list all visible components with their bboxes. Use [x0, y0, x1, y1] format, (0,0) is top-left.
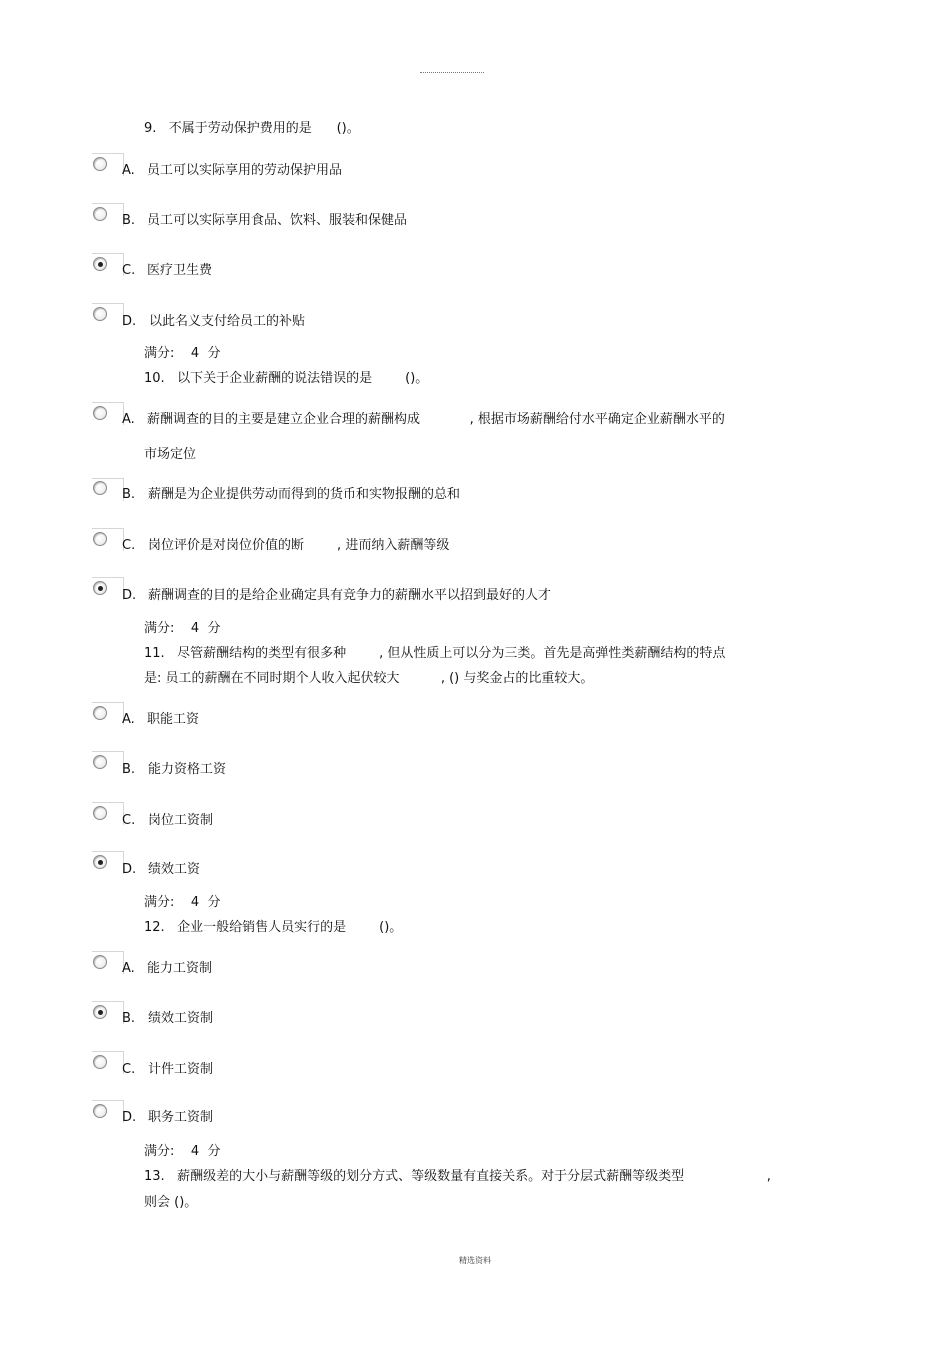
radio-button-q10-b[interactable] [93, 481, 107, 495]
option-text-q9-b[interactable]: 员工可以实际享用食品、饮料、服装和保健品 [147, 213, 408, 228]
question-10-text: 10. 以下关于企业薪酬的说法错误的是 ()。 [144, 371, 429, 386]
option-text-q10-a[interactable]: 薪酬调查的目的主要是建立企业合理的薪酬构成 , 根据市场薪酬给付水平确定企业薪酬水平的 [147, 412, 725, 427]
option-text-q10-d[interactable]: 薪酬调查的目的是给企业确定具有竞争力的薪酬水平以招到最好的人才 [148, 588, 552, 603]
question-13-text: 13. 薪酬级差的大小与薪酬等级的划分方式、等级数量有直接关系。对于分层式薪酬等级类型 , [144, 1169, 771, 1184]
option-letter: D. [122, 588, 137, 603]
radio-button-q10-d-selected[interactable] [93, 581, 107, 595]
option-text-q12-d[interactable]: 职务工资制 [148, 1110, 214, 1125]
option-letter: D. [122, 862, 137, 877]
option-text-q12-a[interactable]: 能力工资制 [147, 961, 213, 976]
page-footer: 精选资料 [459, 1256, 491, 1265]
option-letter: A. [122, 412, 135, 427]
question-11-text: 11. 尽管薪酬结构的类型有很多种 , 但从性质上可以分为三类。首先是高弹性类薪酬结构的特点 [144, 646, 726, 661]
radio-button-q12-b-selected[interactable] [93, 1005, 107, 1019]
score-q12: 满分: 4 分 [144, 1144, 221, 1159]
question-11-text-cont: 是: 员工的薪酬在不同时期个人收入起伏较大 , () 与奖金占的比重较大。 [144, 671, 594, 686]
question-13-text-cont: 则会 ()。 [144, 1195, 198, 1210]
radio-button-q10-a[interactable] [93, 406, 107, 420]
option-text-q12-b[interactable]: 绩效工资制 [148, 1011, 214, 1026]
option-text-q11-a[interactable]: 职能工资 [147, 712, 200, 727]
radio-button-q11-d-selected[interactable] [93, 855, 107, 869]
option-letter: C. [122, 813, 136, 828]
option-letter: C. [122, 263, 136, 278]
option-letter: B. [122, 213, 136, 228]
header-rule [420, 72, 484, 73]
option-text-q10-c[interactable]: 岗位评价是对岗位价值的断 , 进而纳入薪酬等级 [148, 538, 450, 553]
option-letter: C. [122, 538, 136, 553]
option-text-q10-b[interactable]: 薪酬是为企业提供劳动而得到的货币和实物报酬的总和 [148, 487, 461, 502]
option-letter: A. [122, 163, 135, 178]
option-letter: D. [122, 314, 137, 329]
question-12-text: 12. 企业一般给销售人员实行的是 ()。 [144, 920, 403, 935]
option-text-q11-b[interactable]: 能力资格工资 [148, 762, 227, 777]
option-letter: A. [122, 712, 135, 727]
radio-button-q12-c[interactable] [93, 1055, 107, 1069]
radio-button-q11-b[interactable] [93, 755, 107, 769]
option-letter: B. [122, 1011, 136, 1026]
radio-button-q11-c[interactable] [93, 806, 107, 820]
score-q11: 满分: 4 分 [144, 895, 221, 910]
radio-button-q10-c[interactable] [93, 532, 107, 546]
radio-button-q9-b[interactable] [93, 207, 107, 221]
option-letter: B. [122, 487, 136, 502]
radio-button-q12-d[interactable] [93, 1104, 107, 1118]
radio-button-q9-c-selected[interactable] [93, 257, 107, 271]
option-letter: D. [122, 1110, 137, 1125]
option-letter: A. [122, 961, 135, 976]
option-text-q10-a-cont[interactable]: 市场定位 [144, 447, 197, 462]
radio-button-q9-a[interactable] [93, 157, 107, 171]
option-letter: C. [122, 1062, 136, 1077]
option-text-q9-c[interactable]: 医疗卫生费 [147, 263, 213, 278]
option-text-q12-c[interactable]: 计件工资制 [148, 1062, 214, 1077]
radio-button-q12-a[interactable] [93, 955, 107, 969]
option-letter: B. [122, 762, 136, 777]
score-q10: 满分: 4 分 [144, 621, 221, 636]
option-text-q9-d[interactable]: 以此名义支付给员工的补贴 [149, 314, 306, 329]
option-text-q11-c[interactable]: 岗位工资制 [148, 813, 214, 828]
score-q9: 满分: 4 分 [144, 346, 221, 361]
question-9-text: 9. 不属于劳动保护费用的是 ()。 [144, 121, 360, 136]
radio-button-q11-a[interactable] [93, 706, 107, 720]
radio-button-q9-d[interactable] [93, 307, 107, 321]
option-text-q11-d[interactable]: 绩效工资 [148, 862, 201, 877]
option-text-q9-a[interactable]: 员工可以实际享用的劳动保护用品 [147, 163, 343, 178]
